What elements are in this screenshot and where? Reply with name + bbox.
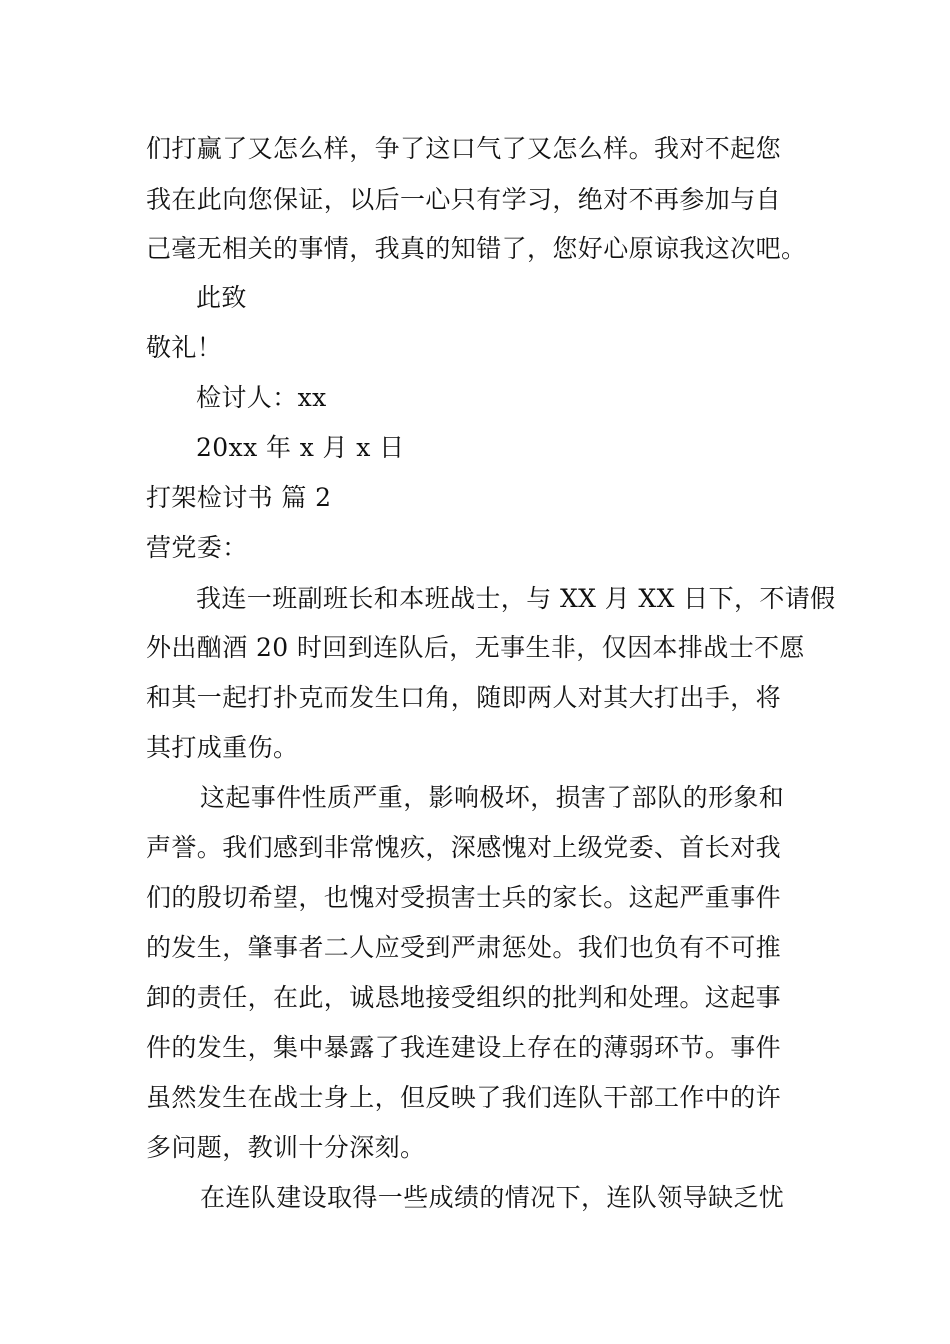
closing-respect: 敬礼！ (146, 333, 223, 362)
body-text-line: 虽然发生在战士身上，但反映了我们连队干部工作中的许 (146, 1083, 782, 1112)
body-text-line: 我在此向您保证，以后一心只有学习，绝对不再参加与自 (146, 185, 782, 214)
body-text-line: 声誉。我们感到非常愧疚，深感愧对上级党委、首长对我 (146, 833, 782, 862)
body-text-line: 多问题，教训十分深刻。 (146, 1133, 426, 1162)
date-line: 20xx 年 x 月 x 日 (196, 433, 405, 462)
section-heading: 打架检讨书 篇 2 (146, 483, 332, 512)
closing-salutation: 此致 (196, 283, 247, 312)
body-text-line: 这起事件性质严重，影响极坏，损害了部队的形象和 (200, 783, 785, 812)
body-text-line: 件的发生，集中暴露了我连建设上存在的薄弱环节。事件 (146, 1033, 782, 1062)
body-text-line: 们的殷切希望，也愧对受损害士兵的家长。这起严重事件 (146, 883, 782, 912)
body-text-line: 和其一起打扑克而发生口角，随即两人对其大打出手，将 (146, 683, 782, 712)
body-text-line: 己毫无相关的事情，我真的知错了，您好心原谅我这次吧。 (146, 234, 807, 263)
body-text-line: 在连队建设取得一些成绩的情况下，连队领导缺乏忧 (200, 1183, 785, 1212)
body-text-line: 外出酗酒 20 时回到连队后，无事生非，仅因本排战士不愿 (146, 633, 805, 662)
addressee: 营党委： (146, 533, 248, 562)
body-text-line: 卸的责任，在此，诚恳地接受组织的批判和处理。这起事 (146, 983, 782, 1012)
signature-line: 检讨人：xx (196, 383, 327, 412)
body-text-line: 们打赢了又怎么样，争了这口气了又怎么样。我对不起您 (146, 134, 782, 163)
body-text-line: 的发生，肇事者二人应受到严肃惩处。我们也负有不可推 (146, 933, 782, 962)
body-text-line: 其打成重伤。 (146, 733, 299, 762)
body-text-line: 我连一班副班长和本班战士，与 XX 月 XX 日下，不请假 (196, 584, 836, 613)
